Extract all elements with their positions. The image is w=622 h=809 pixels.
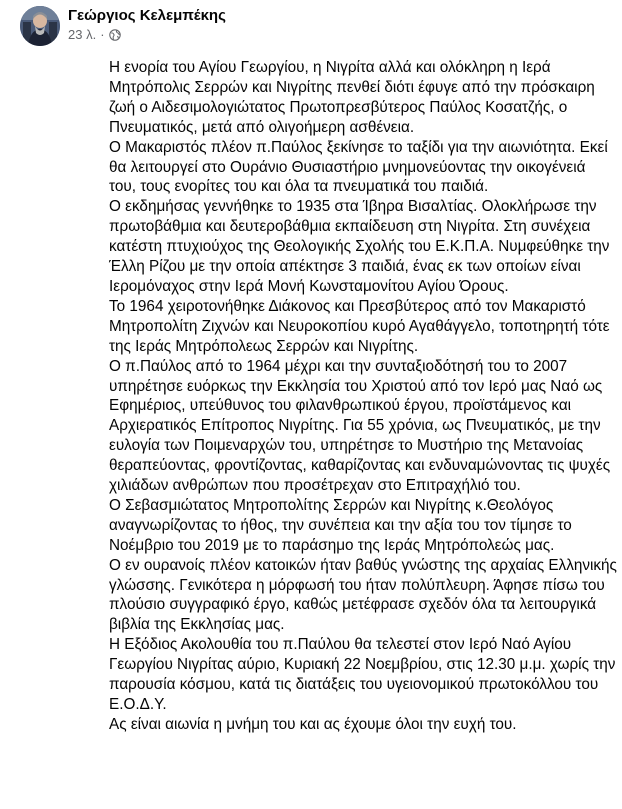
post-paragraph: Η ενορία του Αγίου Γεωργίου, η Νιγρίτα αλλά και ολόκληρη η Ιερά Μητρόπολις Σερρών και Νιγρίτης πενθεί διότι έφυγε από την πρόσκαιρη ζωή ο Αιδεσιμολογιώτατος Πρωτοπρεσβύτερος Παύλος Κοσατζής, ο Πνευματικός, μετά από ολιγοήμερη ασθένεια.: [109, 59, 595, 136]
post-meta: [68, 27, 226, 43]
post-body: [109, 58, 619, 735]
post-paragraph: Ο Σεβασμιώτατος Μητροπολίτης Σερρών και Νιγρίτης κ.Θεολόγος αναγνωρίζοντας το ήθος, την συνέπεια και την αξία του τον τίμησε το Νοέμβριο του 2019 με το παράσημο της Ιεράς Μητρόπολεώς μας.: [109, 496, 572, 554]
post-header-text: [68, 6, 226, 43]
meta-separator: ·: [100, 27, 105, 42]
globe-icon[interactable]: [109, 29, 121, 41]
post-paragraph: Ο εκδημήσας γεννήθηκε το 1935 στα Ίβηρα Βισαλτίας. Ολοκλήρωσε την πρωτοβάθμια και δευτεροβάθμια εκπαίδευση στη Νιγρίτα. Στη συνέχεια κατέστη πτυχιούχος της Θεολογικής Σχολής του Ε.Κ.Π.Α. Νυμφεύθηκε την Έλλη Ρίζου με την οποία απέκτησε 3 παιδιά, ένας εκ των οποίων είναι Ιερομόναχος στην Ιερά Μονή Κωνσταμονίτου Αγίου Όρους.: [109, 198, 610, 295]
post-timestamp[interactable]: 23 λ.: [68, 27, 97, 42]
post-paragraph: Ας είναι αιωνία η μνήμη του και ας έχουμε όλοι την ευχή του.: [109, 715, 517, 733]
post-paragraph: Ο Μακαριστός πλέον π.Παύλος ξεκίνησε το ταξίδι για την αιωνιότητα. Εκεί θα λειτουργεί στο Ουράνιο Θυσιαστήριο μνημονεύοντας την οικογένειά του, τους ενορίτες του και όλα τα πνευματικά του παιδιά.: [109, 138, 608, 196]
post-paragraph: Ο π.Παύλος από το 1964 μέχρι και την συνταξιοδότησή του το 2007 υπηρέτησε ευόρκως την Εκκλησία του Χριστού από τον Ιερό μας Ναό ως Εφημέριος, υπεύθυνος του φιλανθρωπικού έργου, προϊστάμενος και Αρχιερατικός Επίτροπος Νιγρίτης. Για 55 χρόνια, ως Πνευματικός, με την ευλογία των Ποιμεναρχών του, υπηρέτησε το Μυστήριο της Μετανοίας θεραπεύοντας, φροντίζοντας, καθαρίζοντας και ενδυναμώνοντας τις ψυχές χιλιάδων ανθρώπων που προσέτρεχαν στο Επιτραχήλιό του.: [109, 357, 611, 495]
avatar[interactable]: [20, 6, 60, 46]
post-header: [20, 6, 226, 56]
post-paragraph: Η Εξόδιος Ακολουθία του π.Παύλου θα τελεστεί στον Ιερό Ναό Αγίου Γεωργίου Νιγρίτας αύριο, Κυριακή 22 Νοεμβρίου, στις 12.30 μ.μ. χωρίς την παρουσία κόσμου, κατά τις διατάξεις του υγειονομικού πρωτοκόλλου του Ε.Ο.Δ.Υ.: [109, 636, 616, 713]
profile-photo-icon: [20, 6, 60, 46]
author-name[interactable]: Γεώργιος Κελεμπέκης: [68, 7, 226, 24]
post-paragraph: Το 1964 χειροτονήθηκε Διάκονος και Πρεσβύτερος από τον Μακαριστό Μητροπολίτη Ζιχνών και Νευροκοπίου κυρό Αγαθάγγελο, τοποτηρητή τότε της Ιεράς Μητρόπολεως Σερρών και Νιγρίτης.: [109, 297, 610, 355]
post-paragraph: Ο εν ουρανοίς πλέον κατοικών ήταν βαθύς γνώστης της αρχαίας Ελληνικής γλώσσης. Γενικότερα η μόρφωσή του ήταν πολύπλευρη. Άφησε πίσω του πλούσιο συγγραφικό έργο, καθώς μετέφρασε σχεδόν όλα τα λειτουργικά βιβλία της Εκκλησίας μας.: [109, 556, 617, 634]
